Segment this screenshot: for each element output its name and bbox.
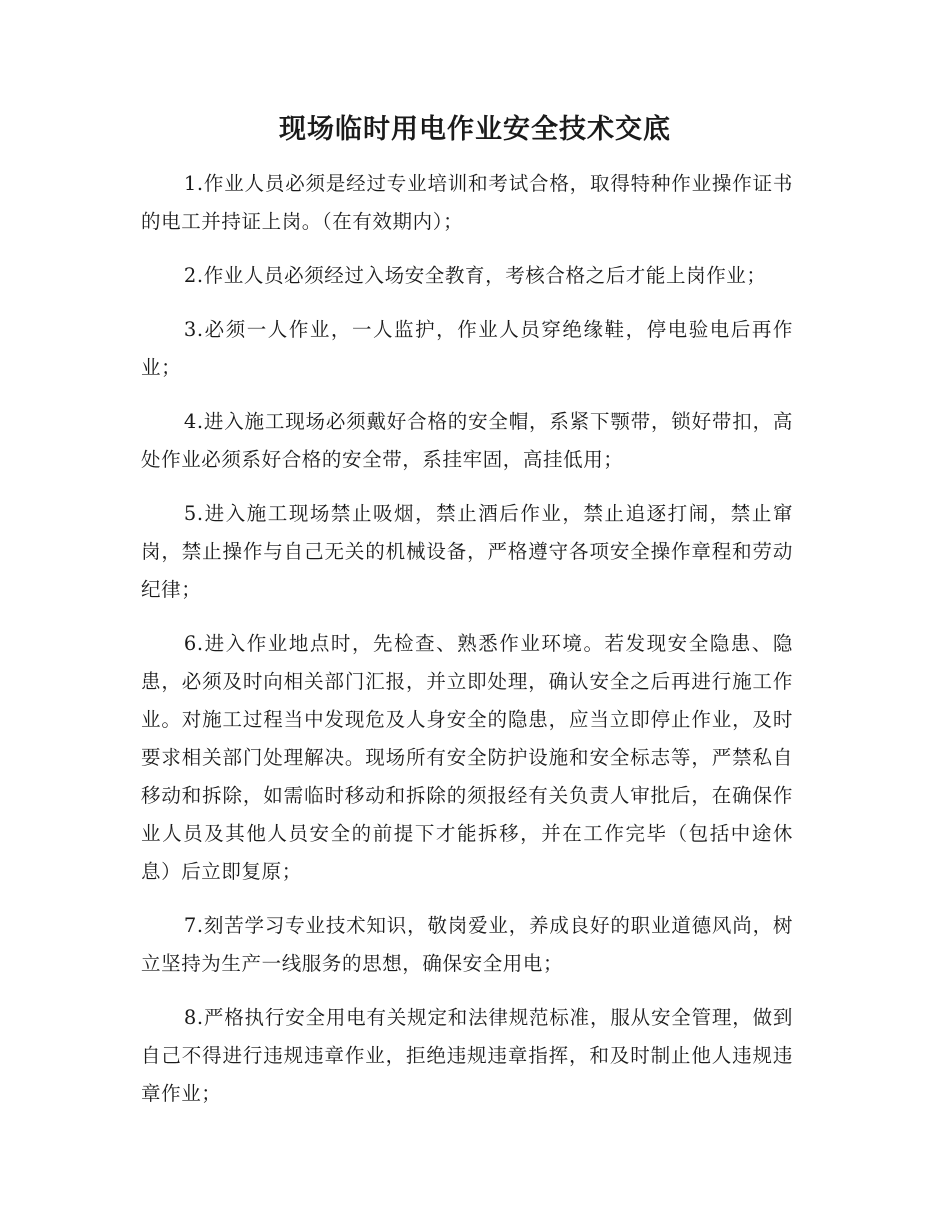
paragraph-3: 3.必须一人作业，一人监护，作业人员穿绝缘鞋，停电验电后再作业； <box>141 318 793 379</box>
document-body <box>141 165 793 1129</box>
paragraph-1: 1.作业人员必须是经过专业培训和考试合格，取得特种作业操作证书的电工并持证上岗。（在有效期内）； <box>141 172 793 233</box>
paragraph-8: 8.严格执行安全用电有关规定和法律规范标准，服从安全管理，做到自己不得进行违规违章作业，拒绝违规违章指挥，和及时制止他人违规违章作业； <box>141 1006 793 1105</box>
paragraph-4: 4.进入施工现场必须戴好合格的安全帽，系紧下颚带，锁好带扣，高处作业必须系好合格的安全带，系挂牢固，高挂低用； <box>141 410 793 471</box>
paragraph-7: 7.刻苦学习专业技术知识，敬岗爱业，养成良好的职业道德风尚，树立坚持为生产一线服务的思想，确保安全用电； <box>141 914 793 975</box>
document-title: 现场临时用电作业安全技术交底 <box>279 114 671 145</box>
paragraph-2: 2.作业人员必须经过入场安全教育，考核合格之后才能上岗作业； <box>183 264 767 287</box>
paragraph-5: 5.进入施工现场禁止吸烟，禁止酒后作业，禁止追逐打闹，禁止窜岗，禁止操作与自己无关的机械设备，严格遵守各项安全操作章程和劳动纪律； <box>141 502 793 601</box>
paragraph-6: 6.进入作业地点时，先检查、熟悉作业环境。若发现安全隐患、隐患，必须及时向相关部门汇报，并立即处理，确认安全之后再进行施工作业。对施工过程当中发现危及人身安全的隐患，应当立即停止作业，及时要求相关部门处理解决。现场所有安全防护设施和安全标志等，严禁私自移动和拆除，如需临时移动和拆除的须报经有关负责人审批后，在确保作业人员及其他人员安全的前提下才能拆移，并在工作完毕（包括中途休息）后立即复原； <box>141 632 793 883</box>
